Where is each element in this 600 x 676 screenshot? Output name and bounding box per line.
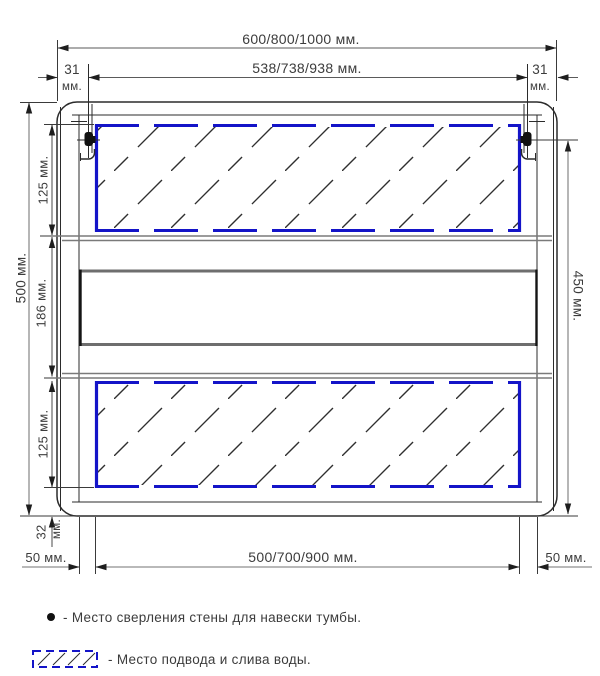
dim-middle-zone-label: 186 мм. [33,278,49,328]
legend [33,610,361,667]
water-supply-zone-top [95,124,521,232]
dim-lower-zone-label: 125 мм. [35,409,51,459]
dim-bottom-width-label: 500/700/900 мм. [248,549,358,565]
legend-drill-point-label: - Место сверления стены для навески тумбы. [63,610,362,625]
drill-point-symbol [47,613,55,621]
legend-water-zone-label: - Место подвода и слива воды. [108,652,311,667]
dimension-lines [22,45,592,570]
water-zone-symbol [33,651,97,667]
dim-offset-left-value: 31 [64,62,80,77]
dim-bottom-gap-unit: мм. [51,519,64,539]
drill-point-right [523,132,532,146]
dim-bottom-left-label: 50 мм. [25,550,67,565]
dim-offset-left-unit: мм. [62,81,82,93]
dim-height-left-label: 500 мм. [13,252,29,304]
extension-lines [20,40,578,574]
dim-height-right-label: 450 мм. [570,270,586,322]
dim-inner-width-label: 538/738/938 мм. [252,60,362,76]
drill-point-left [85,132,94,146]
drawer-front [80,270,537,347]
dim-bottom-right-label: 50 мм. [545,550,587,565]
dim-offset-right-value: 31 [532,62,548,77]
dim-offset-right-unit: мм. [530,81,550,93]
dim-upper-zone-label: 125 мм. [35,155,51,205]
dim-bottom-gap-value: 32 [33,524,49,540]
water-supply-zone-bottom [95,381,521,488]
dim-top-width-label: 600/800/1000 мм. [242,31,360,47]
